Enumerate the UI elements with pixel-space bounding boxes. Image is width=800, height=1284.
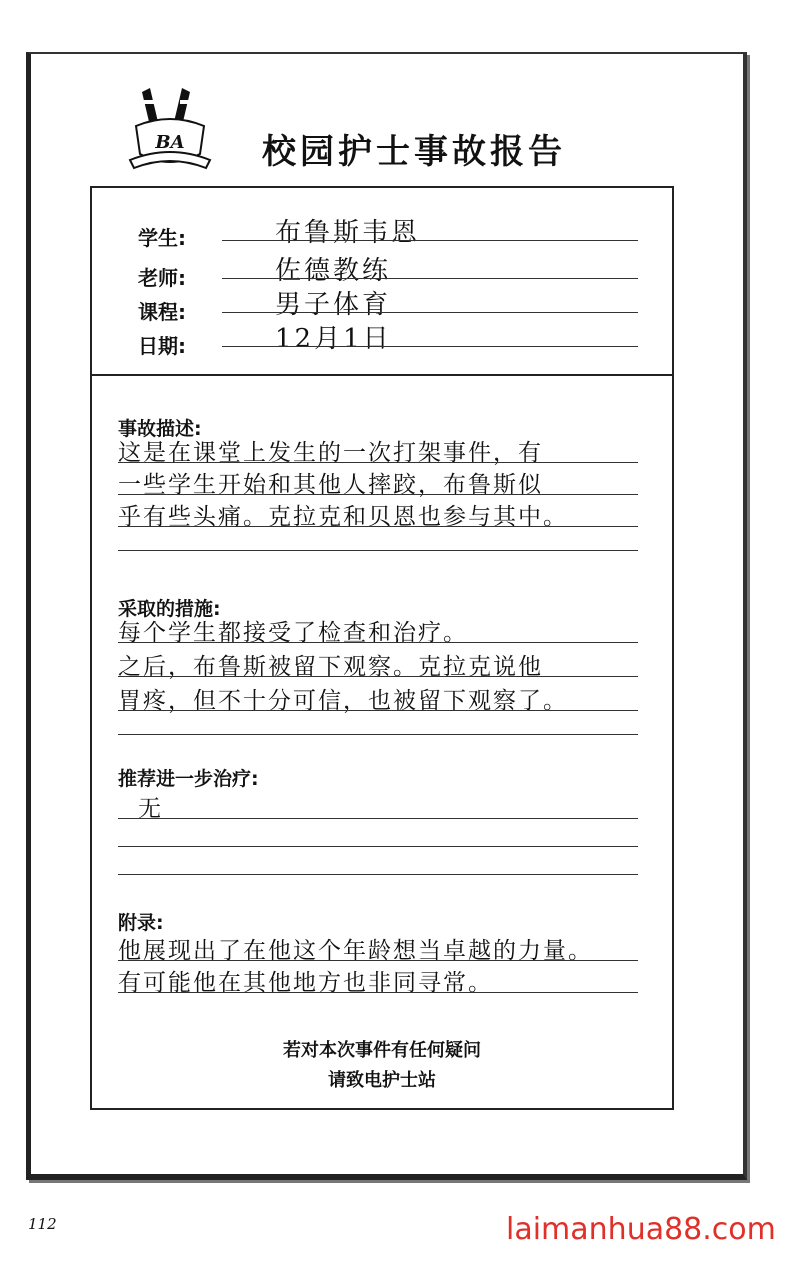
ruled-line — [118, 846, 638, 847]
course-label: 课程: — [138, 300, 186, 324]
incident-line-1: 这是在课堂上发生的一次打架事件，有 — [118, 440, 543, 466]
student-label: 学生: — [138, 226, 186, 250]
ruled-line — [118, 992, 638, 993]
teacher-label: 老师: — [138, 266, 186, 290]
school-logo — [128, 82, 212, 178]
treatment-heading: 推荐进一步治疗: — [118, 768, 259, 790]
svg-text:BA: BA — [155, 132, 185, 153]
page-number: 112 — [28, 1215, 57, 1233]
date-line — [222, 346, 638, 347]
ruled-line — [118, 734, 638, 735]
student-value: 布鲁斯韦恩 — [275, 218, 421, 248]
header-divider — [90, 374, 674, 376]
course-value: 男子体育 — [275, 290, 392, 320]
appendix-line-1: 他展现出了在他这个年龄想当卓越的力量。 — [118, 938, 593, 964]
report-title: 校园护士事故报告 — [262, 132, 566, 172]
watermark-link[interactable]: laimanhua88.com — [506, 1212, 776, 1247]
ruled-line — [118, 642, 638, 643]
ruled-line — [118, 710, 638, 711]
ruled-line — [118, 494, 638, 495]
course-line — [222, 312, 638, 313]
footer-line-2: 请致电护士站 — [328, 1070, 436, 1091]
date-label: 日期: — [138, 334, 186, 358]
measures-heading: 采取的措施: — [118, 598, 221, 620]
student-line — [222, 240, 638, 241]
appendix-line-2: 有可能他在其他地方也非同寻常。 — [118, 970, 493, 996]
measures-line-2: 之后，布鲁斯被留下观察。克拉克说他 — [118, 654, 543, 680]
appendix-heading: 附录: — [118, 912, 164, 934]
incident-line-3: 乎有些头痛。克拉克和贝恩也参与其中。 — [118, 504, 568, 530]
teacher-line — [222, 278, 638, 279]
teacher-value: 佐德教练 — [275, 256, 392, 286]
ruled-line — [118, 874, 638, 875]
measures-line-1: 每个学生都接受了检查和治疗。 — [118, 620, 468, 646]
ruled-line — [118, 550, 638, 551]
measures-line-3: 胃疼，但不十分可信，也被留下观察了。 — [118, 688, 568, 714]
ruled-line — [118, 960, 638, 961]
incident-line-2: 一些学生开始和其他人摔跤，布鲁斯似 — [118, 472, 543, 498]
ruled-line — [118, 676, 638, 677]
ruled-line — [118, 526, 638, 527]
treatment-line-1: 无 — [138, 796, 163, 822]
ruled-line — [118, 462, 638, 463]
footer-line-1: 若对本次事件有任何疑问 — [283, 1040, 481, 1061]
date-value: 12月1日 — [275, 324, 392, 354]
incident-heading: 事故描述: — [118, 418, 202, 440]
ruled-line — [118, 818, 638, 819]
